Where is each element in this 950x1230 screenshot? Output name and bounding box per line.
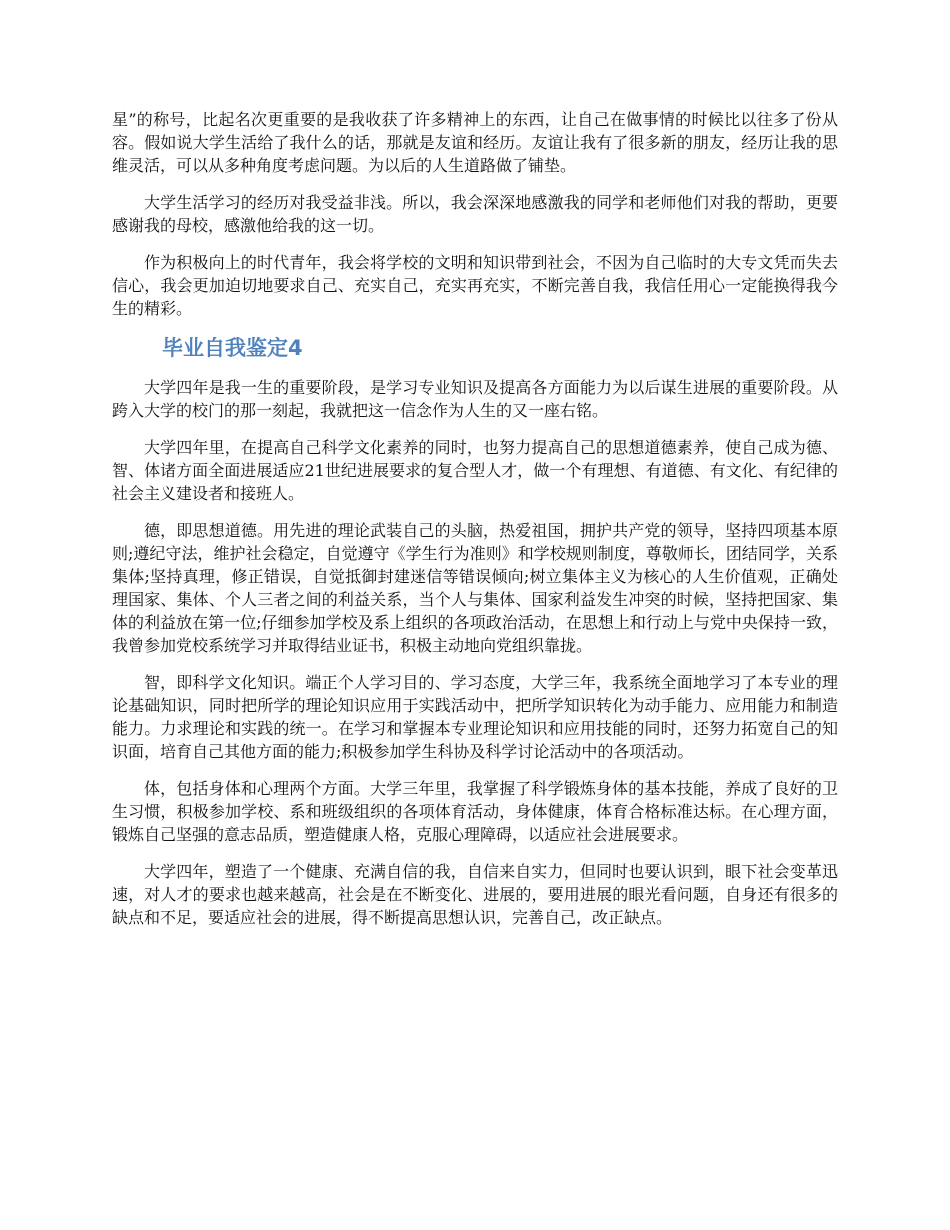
paragraph: 作为积极向上的时代青年，我会将学校的文明和知识带到社会，不因为自己临时的大专文凭而失去信心，我会更加迫切地要求自己、充实自己，充实再充实，不断完善自我，我信任用心一定能换得我今生的精彩。 [112,253,838,318]
paragraph-continued: 星”的称号，比起名次更重要的是我收获了许多精神上的东西，让自己在做事情的时候比以往多了份从容。假如说大学生活给了我什么的话，那就是友谊和经历。友谊让我有了很多新的朋友，经历让我的思维灵活，可以从多种角度考虑问题。为以后的人生道路做了铺垫。 [112,110,838,175]
document-page [112,108,838,943]
paragraph: 体，包括身体和心理两个方面。大学三年里，我掌握了科学锻炼身体的基本技能，养成了良好的卫生习惯，积极参加学校、系和班级组织的各项体育活动，身体健康，体育合格标准达标。在心理方面，锻炼自己坚强的意志品质，塑造健康人格，克服心理障碍，以适应社会进展要求。 [112,779,838,844]
section-heading: 毕业自我鉴定4 [162,336,303,360]
paragraph: 大学四年，塑造了一个健康、充满自信的我，自信来自实力，但同时也要认识到，眼下社会变革迅速，对人才的要求也越来越高，社会是在不断变化、进展的，要用进展的眼光看问题，自身还有很多的缺点和不足，要适应社会的进展，得不断提高思想认识，完善自己，改正缺点。 [112,862,838,927]
paragraph: 大学四年里，在提高自己科学文化素养的同时，也努力提高自己的思想道德素养，使自己成为德、智、体诸方面全面进展适应21世纪进展要求的复合型人才，做一个有理想、有道德、有文化、有纪律的社会主义建设者和接班人。 [112,438,838,503]
paragraph: 大学四年是我一生的重要阶段，是学习专业知识及提高各方面能力为以后谋生进展的重要阶段。从跨入大学的校门的那一刻起，我就把这一信念作为人生的又一座右铭。 [112,378,838,420]
paragraph: 智，即科学文化知识。端正个人学习目的、学习态度，大学三年，我系统全面地学习了本专业的理论基础知识，同时把所学的理论知识应用于实践活动中，把所学知识转化为动手能力、应用能力和制造能力。力求理论和实践的统一。在学习和掌握本专业理论知识和应用技能的同时，还努力拓宽自己的知识面，培育自己其他方面的能力;积极参加学生科协及科学讨论活动中的各项活动。 [112,673,838,761]
paragraph: 大学生活学习的经历对我受益非浅。所以，我会深深地感激我的同学和老师他们对我的帮助，更要感谢我的母校，感激他给我的这一切。 [112,193,838,235]
paragraph: 德，即思想道德。用先进的理论武装自己的头脑，热爱祖国，拥护共产党的领导，坚持四项基本原则;遵纪守法，维护社会稳定，自觉遵守《学生行为准则》和学校规则制度，尊敬师长，团结同学，关系集体;坚持真理，修正错误，自觉抵御封建迷信等错误倾向;树立集体主义为核心的人生价值观，正确处理国家、集体、个人三者之间的利益关系，当个人与集体、国家利益发生冲突的时候，坚持把国家、集体的利益放在第一位;仔细参加学校及系上组织的各项政治活动，在思想上和行动上与党中央保持一致，我曾参加党校系统学习并取得结业证书，积极主动地向党组织靠拢。 [112,521,838,655]
